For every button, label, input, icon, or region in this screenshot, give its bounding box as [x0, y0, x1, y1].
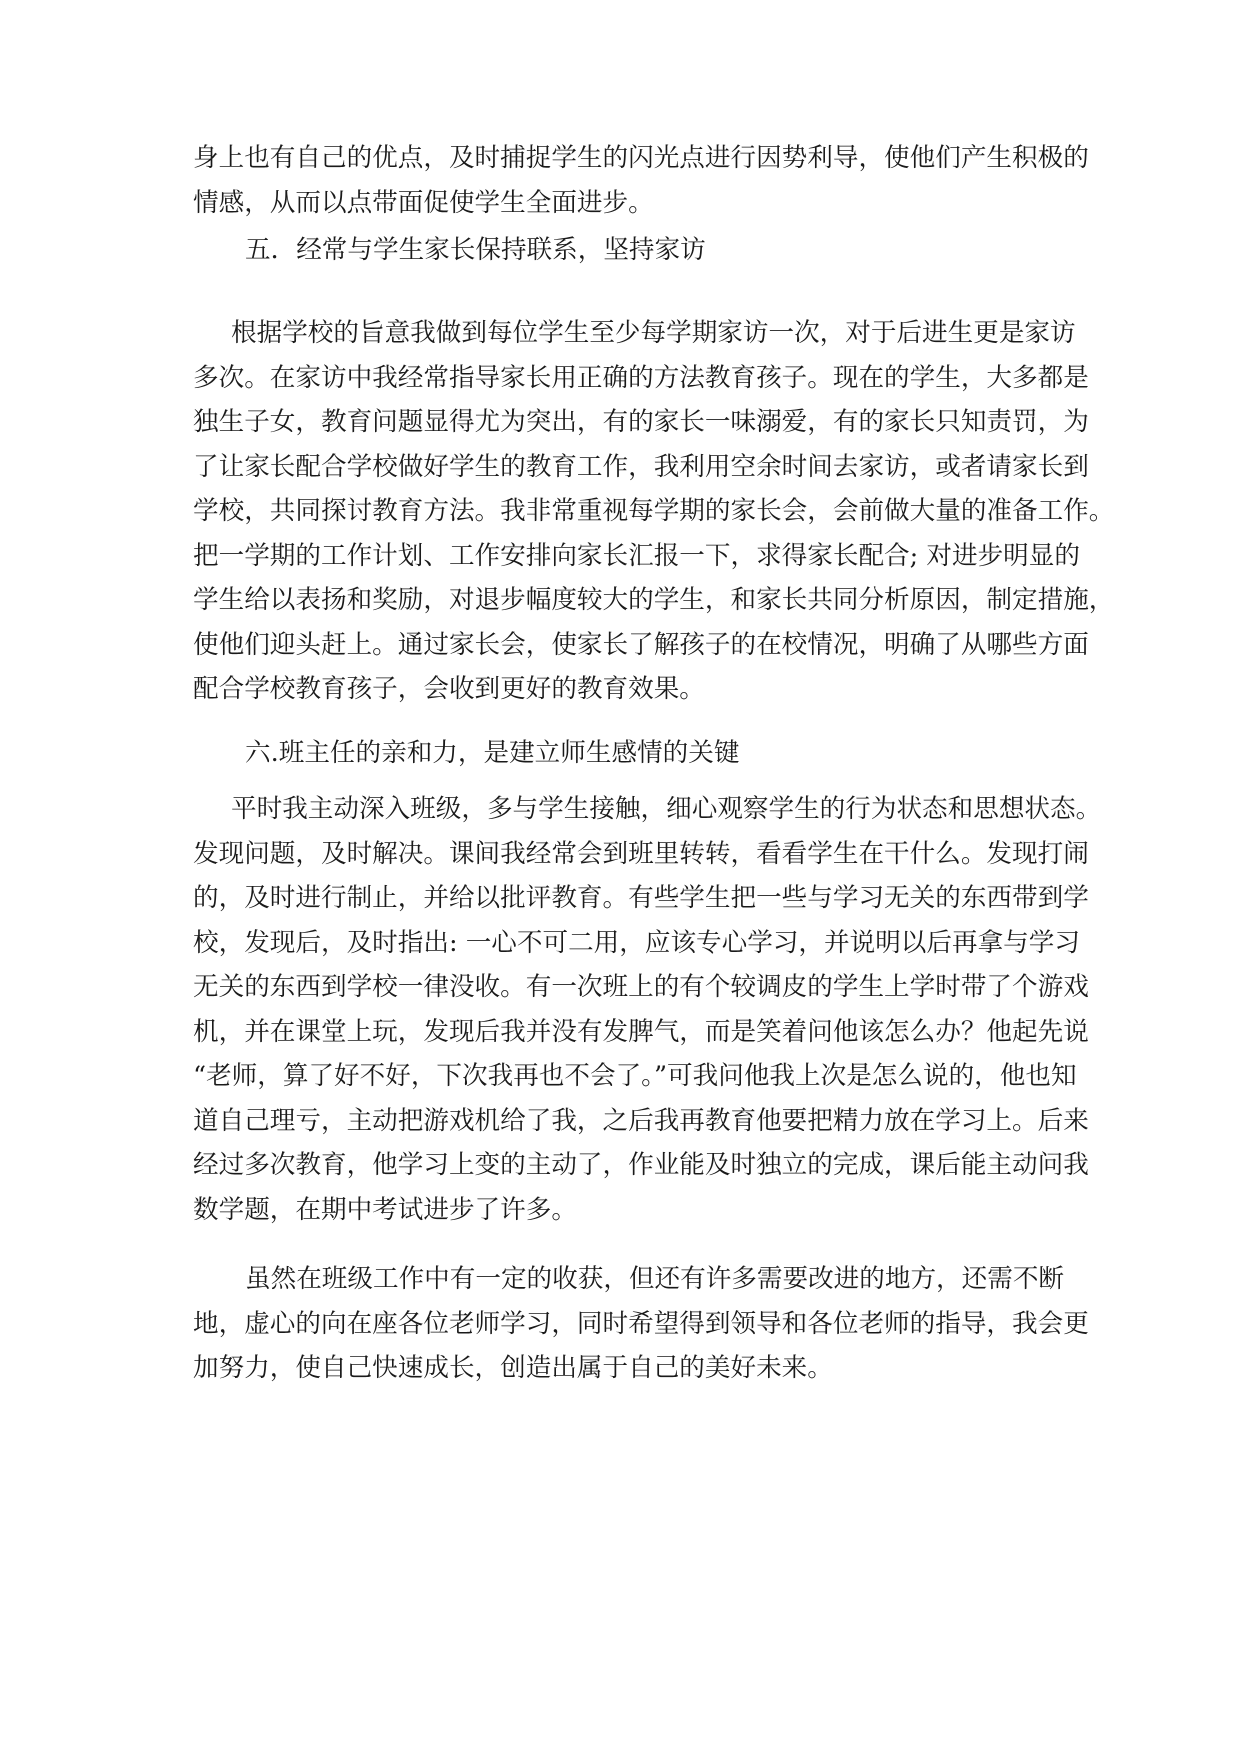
paragraph-conclusion: [193, 1257, 1089, 1391]
text-line: 虽然在班级工作中有一定的收获，但还有许多需要改进的地方，还需不断: [245, 1264, 1065, 1294]
text-line: 机，并在课堂上玩，发现后我并没有发脾气，而是笑着问他该怎么办？他起先说: [193, 1016, 1089, 1047]
paragraph-text: [193, 311, 1115, 712]
paragraph-text: [193, 787, 1102, 1232]
paragraph-text: [193, 1257, 1089, 1391]
paragraph-home-visits: [193, 311, 1115, 712]
text-line: 平时我主动深入班级，多与学生接触，细心观察学生的行为状态和思想状态。: [231, 794, 1102, 824]
text-line: 身上也有自己的优点，及时捕捉学生的闪光点进行因势利导，使他们产生积极的: [193, 143, 1089, 173]
text-line: 发现问题，及时解决。课间我经常会到班里转转，看看学生在干什么。发现打闹: [193, 838, 1089, 869]
text-line: 无关的东西到学校一律没收。有一次班上的有个较调皮的学生上学时带了个游戏: [193, 972, 1089, 1002]
text-line: 道自己理亏，主动把游戏机给了我，之后我再教育他要把精力放在学习上。后来: [193, 1105, 1089, 1136]
text-line: 学生给以表扬和奖励，对退步幅度较大的学生，和家长共同分析原因，制定措施，: [193, 585, 1115, 615]
text-line: 配合学校教育孩子，会收到更好的教育效果。: [193, 674, 705, 704]
text-line: 把一学期的工作计划、工作安排向家长汇报一下，求得家长配合; 对进步明显的: [193, 540, 1080, 571]
text-line: 经过多次教育，他学习上变的主动了，作业能及时独立的完成，课后能主动问我: [193, 1150, 1089, 1180]
text-line: 根据学校的旨意我做到每位学生至少每学期家访一次，对于后进生更是家访: [231, 318, 1076, 348]
text-line: 情感，从而以点带面促使学生全面进步。: [193, 187, 654, 218]
text-line: 多次。在家访中我经常指导家长用正确的方法教育孩子。现在的学生，大多都是: [193, 362, 1089, 393]
section-heading-5: 五．经常与学生家长保持联系，坚持家访: [245, 235, 706, 265]
text-line: 了让家长配合学校做好学生的教育工作，我利用空余时间去家访，或者请家长到: [193, 451, 1089, 482]
text-line: 数学题，在期中考试进步了许多。: [193, 1194, 577, 1225]
text-line: 加努力，使自己快速成长，创造出属于自己的美好未来。: [193, 1353, 833, 1383]
text-line: 的，及时进行制止，并给以批评教育。有些学生把一些与学习无关的东西带到学: [193, 883, 1089, 913]
section-heading-6: 六.班主任的亲和力，是建立师生感情的关键: [245, 738, 740, 768]
paragraph-continuation: [193, 136, 1089, 225]
paragraph-text: [193, 136, 1089, 225]
text-line: 地，虚心的向在座各位老师学习，同时希望得到领导和各位老师的指导，我会更: [193, 1308, 1089, 1339]
text-line: 校，发现后，及时指出: 一心不可二用，应该专心学习，并说明以后再拿与学习: [193, 927, 1080, 958]
text-line: 学校，共同探讨教育方法。我非常重视每学期的家长会，会前做大量的准备工作。: [193, 496, 1115, 526]
text-line: “老师，算了好不好，下次我再也不会了。”可我问他我上次是怎么说的，他也知: [193, 1061, 1077, 1091]
text-line: 使他们迎头赶上。通过家长会，使家长了解孩子的在校情况，明确了从哪些方面: [193, 629, 1089, 660]
paragraph-approachability: [193, 787, 1102, 1232]
text-line: 独生子女，教育问题显得尤为突出，有的家长一味溺爱，有的家长只知责罚，为: [193, 407, 1089, 437]
